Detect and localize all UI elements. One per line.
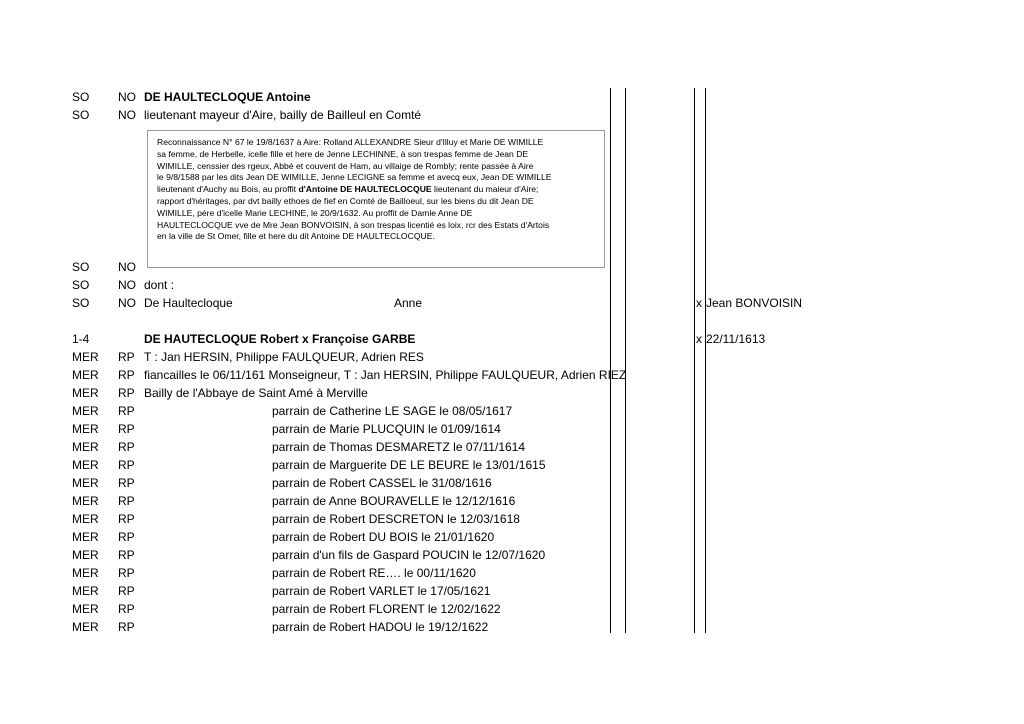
row-code: MER bbox=[72, 440, 99, 454]
note-line bbox=[157, 184, 595, 196]
couple-name: DE HAUTECLOQUE Robert x Françoise GARBE bbox=[144, 332, 416, 346]
row-code: MER bbox=[72, 620, 99, 634]
row-sub: RP bbox=[118, 422, 135, 436]
row-text: parrain de Robert RE…. le 00/11/1620 bbox=[272, 566, 476, 580]
row-text: parrain de Robert VARLET le 17/05/1621 bbox=[272, 584, 491, 598]
note-line: en la ville de St Omer, fille et here du dit Antoine DE HAULTECLOCQUE. bbox=[157, 231, 435, 242]
row-text: parrain de Robert HADOU le 19/12/1622 bbox=[272, 620, 489, 634]
row-sub: RP bbox=[118, 404, 135, 418]
row-code: MER bbox=[72, 530, 99, 544]
row-text: parrain de Catherine LE SAGE le 08/05/1617 bbox=[272, 404, 513, 418]
note-line: HAULTECLOCQUE vve de Mre Jean BONVOISIN, à son trespas licentié es loix, rcr des Estats d'Artois bbox=[157, 219, 550, 230]
column-divider bbox=[625, 88, 626, 633]
note-line: rapport d'héritages, par dvt bailly ethoes de fief en Comté de Bailloeul, sur les biens du dit Jean DE bbox=[157, 195, 534, 206]
row-code: MER bbox=[72, 458, 99, 472]
row-sub: RP bbox=[118, 602, 135, 616]
row-code: SO bbox=[72, 296, 90, 310]
child-firstname: Anne bbox=[394, 296, 423, 310]
row-text: parrain de Robert DESCRETON le 12/03/1618 bbox=[272, 512, 520, 526]
row-code: MER bbox=[72, 566, 99, 580]
row-sub: RP bbox=[118, 386, 135, 400]
row-sub: RP bbox=[118, 476, 135, 490]
row-sub: RP bbox=[118, 530, 135, 544]
row-text: parrain de Marie PLUCQUIN le 01/09/1614 bbox=[272, 422, 501, 436]
row-code: 1-4 bbox=[72, 332, 90, 346]
row-sub: RP bbox=[118, 566, 135, 580]
row-code: MER bbox=[72, 422, 99, 436]
row-text: parrain d'un fils de Gaspard POUCIN le 12/07/1620 bbox=[272, 548, 546, 562]
note-line: sa femme, de Herbelle, icelle fille et here de Jenne LECHINNE, à son trespas femme de Jean DE bbox=[157, 148, 529, 159]
column-divider bbox=[694, 88, 695, 633]
row-sub: NO bbox=[118, 296, 136, 310]
note-highlight: d'Antoine DE HAULTECLOCQUE bbox=[298, 184, 432, 195]
row-code: MER bbox=[72, 512, 99, 526]
row-text: parrain de Robert DU BOIS le 21/01/1620 bbox=[272, 530, 495, 544]
row-sub: NO bbox=[118, 90, 136, 104]
column-divider bbox=[610, 88, 611, 633]
spouse-name: Jean BONVOISIN bbox=[706, 296, 803, 310]
row-code: MER bbox=[72, 368, 99, 382]
marriage-mark: x bbox=[696, 296, 702, 310]
note-box bbox=[147, 130, 605, 268]
row-sub: NO bbox=[118, 108, 136, 122]
row-text: parrain de Marguerite DE LE BEURE le 13/01/1615 bbox=[272, 458, 546, 472]
row-code: MER bbox=[72, 602, 99, 616]
row-sub: RP bbox=[118, 548, 135, 562]
note-line: WIMILLE, pére d'icelle Marie LECHINE, le 20/9/1632. Au proffit de Damle Anne DE bbox=[157, 207, 473, 218]
marriage-date: 22/11/1613 bbox=[706, 332, 766, 346]
row-text: lieutenant mayeur d'Aire, bailly de Bailleul en Comté bbox=[144, 108, 422, 122]
row-text: parrain de Anne BOURAVELLE le 12/12/1616 bbox=[272, 494, 516, 508]
row-sub: NO bbox=[118, 278, 136, 292]
row-code: MER bbox=[72, 350, 99, 364]
row-code: SO bbox=[72, 90, 90, 104]
row-code: MER bbox=[72, 548, 99, 562]
note-line: WIMILLE, censsier des rgeux, Abbé et couvent de Ham, au villaige de Rombly; rente passée à Aire bbox=[157, 160, 534, 171]
row-code: MER bbox=[72, 494, 99, 508]
row-sub: RP bbox=[118, 350, 135, 364]
row-code: SO bbox=[72, 260, 90, 274]
row-code: MER bbox=[72, 404, 99, 418]
person-name: DE HAULTECLOQUE Antoine bbox=[144, 90, 311, 104]
row-text: parrain de Thomas DESMARETZ le 07/11/1614 bbox=[272, 440, 526, 454]
row-sub: RP bbox=[118, 494, 135, 508]
row-sub: RP bbox=[118, 368, 135, 382]
note-line: Reconnaissance N° 67 le 19/8/1637 à Aire: Rolland ALLEXANDRE Sieur d'Illuy et Marie DE WIMILLE bbox=[157, 137, 544, 147]
row-sub: NO bbox=[118, 260, 136, 274]
row-code: MER bbox=[72, 584, 99, 598]
child-surname: De Haultecloque bbox=[144, 296, 233, 310]
row-text: fiancailles le 06/11/161 Monseigneur, T : Jan HERSIN, Philippe FAULQUEUR, Adrien RIEZ bbox=[144, 368, 627, 382]
row-sub: RP bbox=[118, 512, 135, 526]
row-text: Bailly de l'Abbaye de Saint Amé à Merville bbox=[144, 386, 368, 400]
column-divider bbox=[705, 88, 706, 633]
row-code: SO bbox=[72, 278, 90, 292]
row-sub: RP bbox=[118, 620, 135, 634]
row-text: parrain de Robert CASSEL le 31/08/1616 bbox=[272, 476, 492, 490]
row-sub: RP bbox=[118, 440, 135, 454]
row-text: parrain de Robert FLORENT le 12/02/1622 bbox=[272, 602, 501, 616]
marriage-mark: x bbox=[696, 332, 702, 346]
row-text: dont : bbox=[144, 278, 175, 292]
note-line-head: lieutenant d'Auchy au Bois, au proffit bbox=[157, 184, 299, 195]
row-sub: RP bbox=[118, 584, 135, 598]
row-sub: RP bbox=[118, 458, 135, 472]
row-code: MER bbox=[72, 476, 99, 490]
note-line: le 9/8/1588 par les dits Jean DE WIMILLE, Jenne LECIGNE sa femme et avecq eux, Jean DE WIMILLE bbox=[157, 172, 552, 183]
row-code: MER bbox=[72, 386, 99, 400]
row-code: SO bbox=[72, 108, 90, 122]
row-text: T : Jan HERSIN, Philippe FAULQUEUR, Adrien RES bbox=[144, 350, 424, 364]
note-line-tail: lieutenant du maieur d'Aire; bbox=[431, 184, 539, 195]
